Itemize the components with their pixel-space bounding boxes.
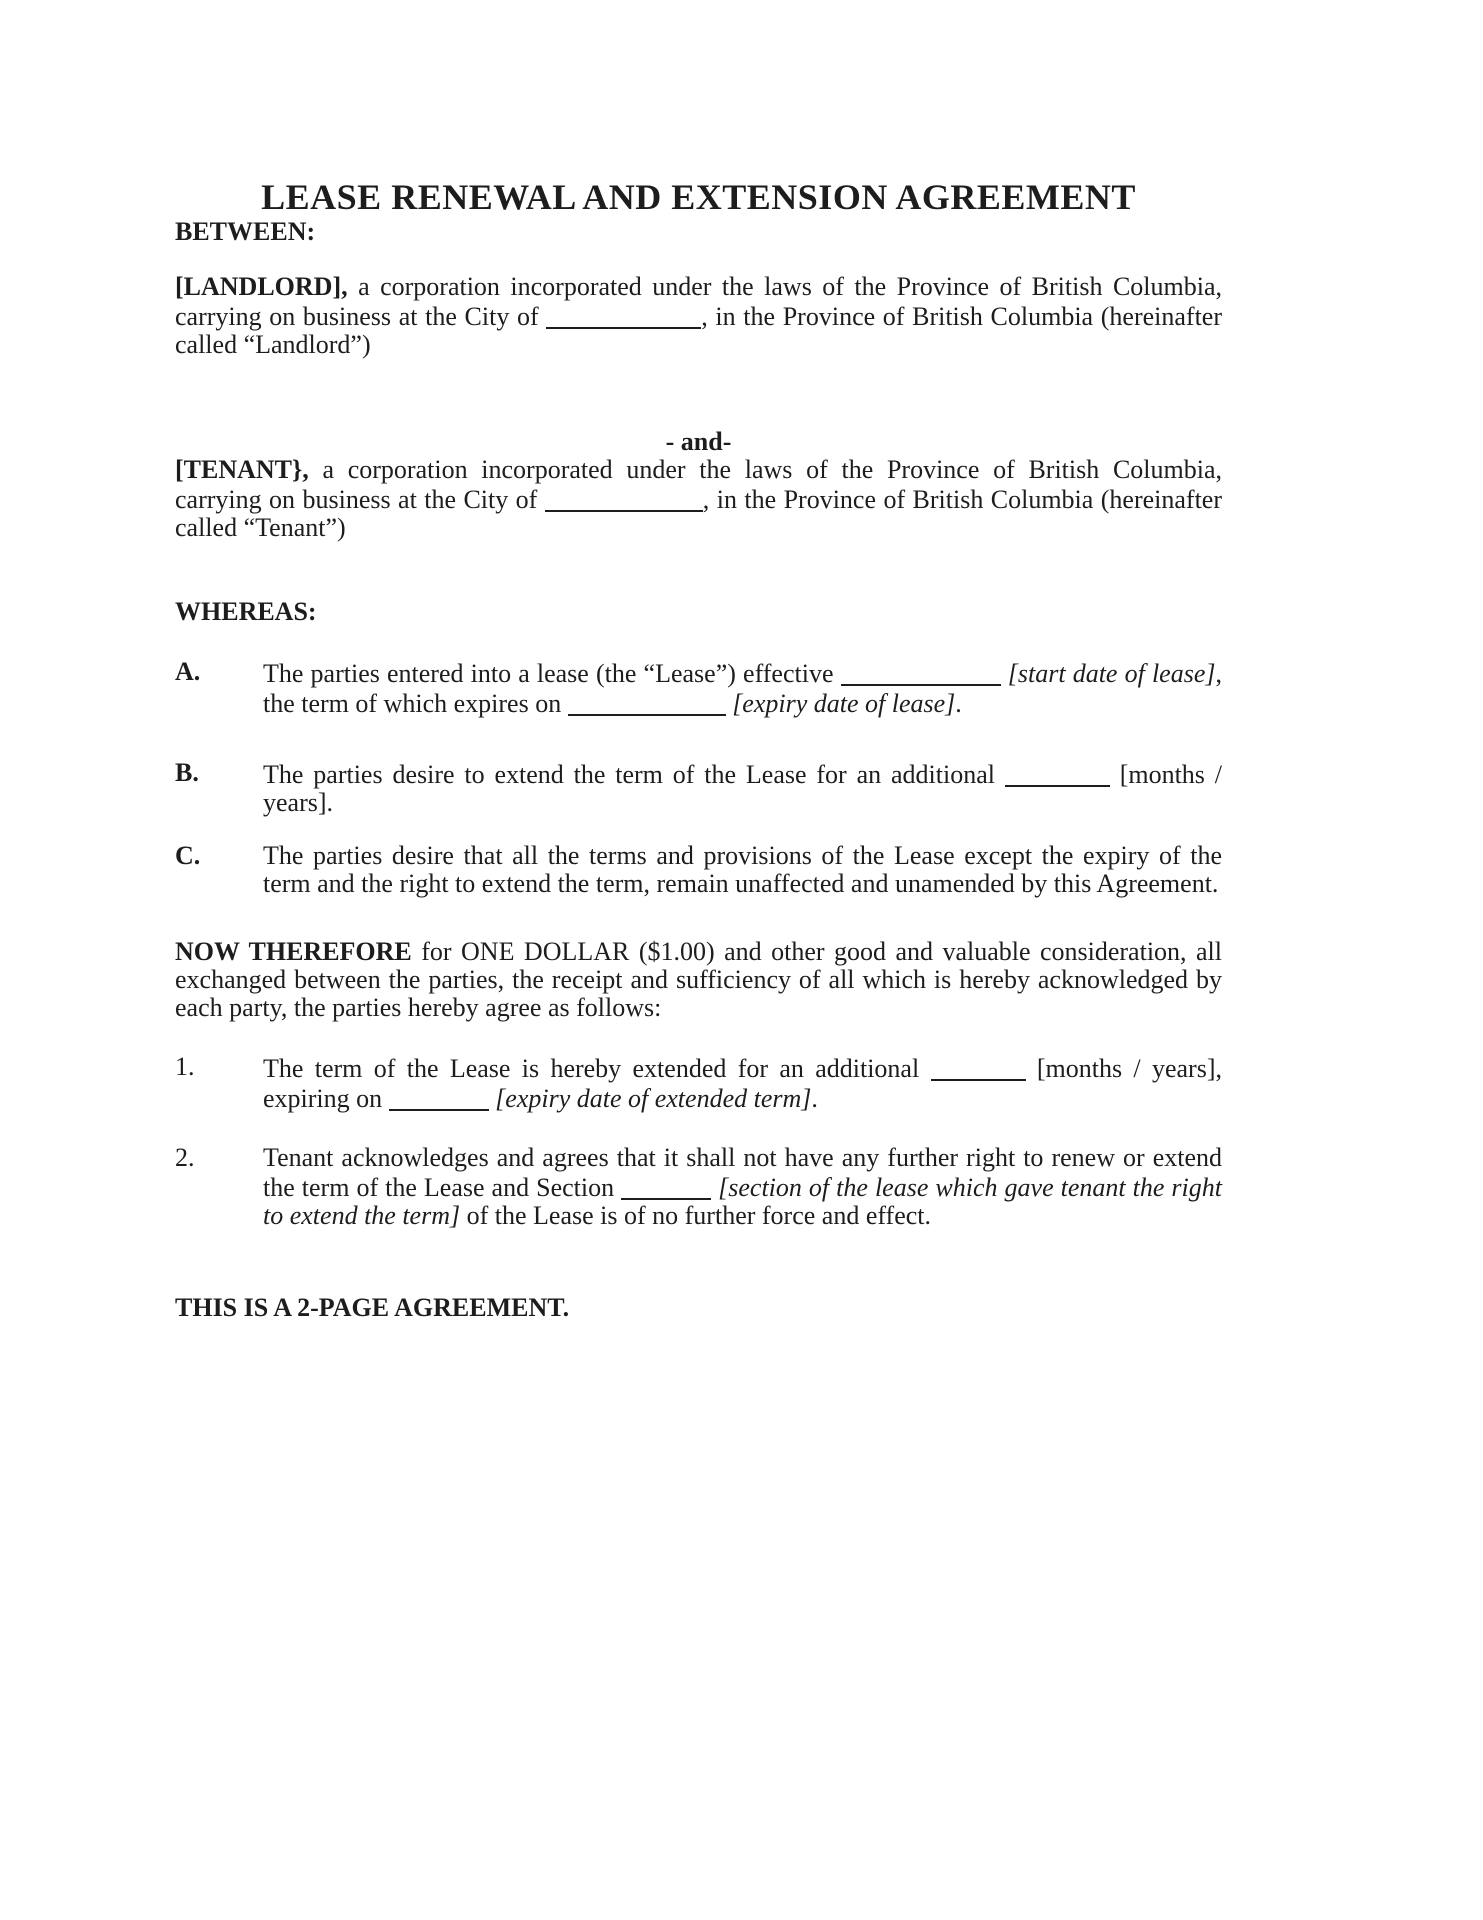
extended-term-expiry-placeholder: [expiry date of extended term] (488, 1084, 812, 1113)
term-2-text-2: of the Lease is of no further force and effect. (460, 1201, 932, 1230)
recital-c-text-1: The parties desire that all the terms and provisions of the Lease except the expiry of the term and the right to extend the term, remain unaffected and unamended by this Agreement. (263, 841, 1222, 898)
term-2-body (263, 1144, 1222, 1230)
lease-start-date-blank (841, 658, 1001, 686)
recital-a (175, 658, 1222, 718)
recital-c (175, 842, 1222, 898)
tenant-clause (175, 456, 1222, 542)
term-2 (175, 1144, 1222, 1230)
term-1-body (263, 1053, 1222, 1113)
extended-term-expiry-blank (389, 1083, 489, 1111)
recital-a-text-1: The parties entered into a lease (the “Lease”) effective (263, 659, 841, 688)
recital-b-body (263, 759, 1222, 817)
and-separator: - and- (665, 427, 732, 456)
landlord-text-before-blank: a corporation incorporated under the laws of the Province of British Columbia, carrying on business at the City of (175, 272, 1222, 331)
recital-b-text-2: [months / years]. (263, 760, 1222, 817)
tenant-text-before-blank: a corporation incorporated under the laws of the Province of British Columbia, carrying on business at the City of (175, 455, 1222, 514)
page-count-note: THIS IS A 2-PAGE AGREEMENT. (175, 1293, 570, 1322)
landlord-clause (175, 273, 1222, 359)
landlord-name-placeholder: [LANDLORD], (175, 272, 348, 301)
term-2-text-1: Tenant acknowledges and agrees that it shall not have any further right to renew or extend the term of the Lease and Section (263, 1143, 1222, 1202)
term-1-text-3: . (811, 1084, 818, 1113)
document-title: LEASE RENEWAL AND EXTENSION AGREEMENT (261, 177, 1136, 217)
recital-a-body (263, 658, 1222, 718)
tenant-name-placeholder: [TENANT}, (175, 455, 309, 484)
consideration-text: for ONE DOLLAR ($1.00) and other good and valuable consideration, all exchanged between the parties, the receipt and sufficiency of all which is hereby acknowledged by each party, the parties hereby agree as follows: (175, 937, 1222, 1022)
expiry-date-placeholder: [expiry date of lease] (725, 689, 956, 718)
recital-b (175, 759, 1222, 817)
term-1-text-1: The term of the Lease is hereby extended for an additional (263, 1054, 931, 1083)
lease-expiry-date-blank (568, 688, 726, 716)
term-1-label: 1. (175, 1052, 195, 1081)
recital-a-text-2: , the term of which expires on (263, 659, 1222, 718)
term-1-text-2: [months / years], expiring on (263, 1054, 1222, 1113)
recital-b-text-1: The parties desire to extend the term of the Lease for an additional (263, 760, 1005, 789)
tenant-text-after-blank: , in the Province of British Columbia (hereinafter called “Tenant”) (175, 485, 1222, 542)
landlord-text-after-blank: , in the Province of British Columbia (hereinafter called “Landlord”) (175, 302, 1222, 359)
whereas-heading: WHEREAS: (175, 597, 317, 626)
term-2-label: 2. (175, 1143, 195, 1172)
recital-c-label: C. (175, 841, 201, 870)
lease-section-blank (621, 1172, 711, 1200)
extended-term-length-blank (931, 1053, 1026, 1081)
now-therefore-lead: NOW THEREFORE (175, 937, 412, 966)
recital-c-body (263, 842, 1222, 898)
start-date-placeholder: [start date of lease] (1000, 659, 1216, 688)
tenant-city-blank (545, 484, 703, 512)
consideration-clause (175, 938, 1222, 1022)
term-1 (175, 1053, 1222, 1113)
recital-a-label: A. (175, 657, 201, 686)
landlord-city-blank (546, 301, 701, 329)
between-heading: BETWEEN: (175, 217, 316, 246)
lease-section-placeholder: [section of the lease which gave tenant the right to extend the term] (263, 1173, 1222, 1230)
recital-b-label: B. (175, 758, 199, 787)
recital-a-text-3: . (955, 689, 962, 718)
extension-length-blank (1005, 759, 1110, 787)
